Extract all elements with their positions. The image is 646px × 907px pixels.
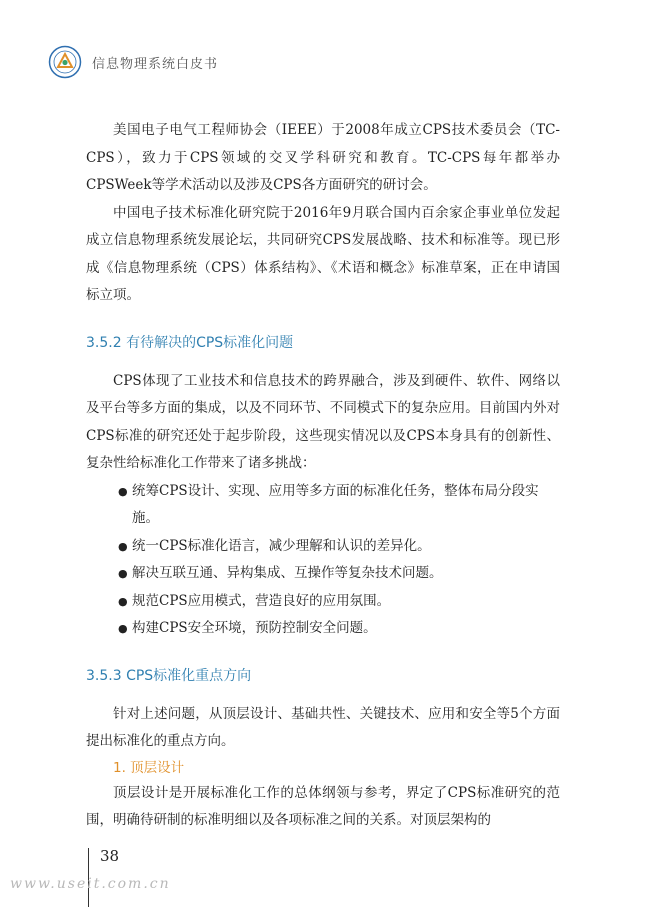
watermark: www.useit.com.cn	[10, 876, 171, 892]
page-header	[48, 44, 218, 80]
list-item: ● 统筹CPS设计、实现、应用等多方面的标准化任务，整体布局分段实施。	[118, 478, 560, 533]
list-item: ● 解决互联互通、异构集成、互操作等复杂技术问题。	[118, 560, 560, 588]
organization-logo-icon	[48, 45, 82, 79]
section-heading-3-5-3: 3.5.3 CPS标准化重点方向	[86, 667, 252, 684]
sub-heading-top-level-design: 1. 顶层设计	[113, 759, 185, 776]
list-item: ● 规范CPS应用模式，营造良好的应用氛围。	[118, 588, 560, 616]
paragraph-challenges: CPS体现了工业技术和信息技术的跨界融合，涉及到硬件、软件、网络以及平台等多方面的集成，以及不同环节、不同模式下的复杂应用。目前国内外对CPS标准的研究还处于起步阶段，这些现实情况以及CPS本身具有的创新性、复杂性给标准化工作带来了诸多挑战：	[86, 372, 560, 471]
list-item: ● 统一CPS标准化语言，减少理解和认识的差异化。	[118, 533, 560, 561]
list-item: ● 构建CPS安全环境，预防控制安全问题。	[118, 615, 560, 643]
page-number: 38	[100, 847, 120, 865]
paragraph-directions: 针对上述问题，从顶层设计、基础共性、关键技术、应用和安全等5个方面提出标准化的重点方向。	[86, 705, 560, 749]
page-content	[86, 117, 560, 835]
document-title: 信息物理系统白皮书	[92, 56, 219, 72]
section-heading-3-5-2: 3.5.2 有待解决的CPS标准化问题	[86, 334, 294, 351]
paragraph-top-level-design: 顶层设计是开展标准化工作的总体纲领与参考，界定了CPS标准研究的范围，明确待研制的标准明细以及各项标准之间的关系。对顶层架构的	[86, 784, 560, 828]
paragraph-cesi: 中国电子技术标准化研究院于2016年9月联合国内百余家企事业单位发起成立信息物理系统发展论坛，共同研究CPS发展战略、技术和标准等。现已形成《信息物理系统（CPS）体系结构》、《术语和概念》标准草案，正在申请国标立项。	[86, 204, 560, 303]
challenge-list	[86, 478, 560, 643]
paragraph-ieee: 美国电子电气工程师协会（IEEE）于2008年成立CPS技术委员会（TC-CPS），致力于CPS领域的交叉学科研究和教育。TC-CPS每年都举办CPSWeek等学术活动以及涉及CPS各方面研究的研讨会。	[86, 122, 560, 193]
